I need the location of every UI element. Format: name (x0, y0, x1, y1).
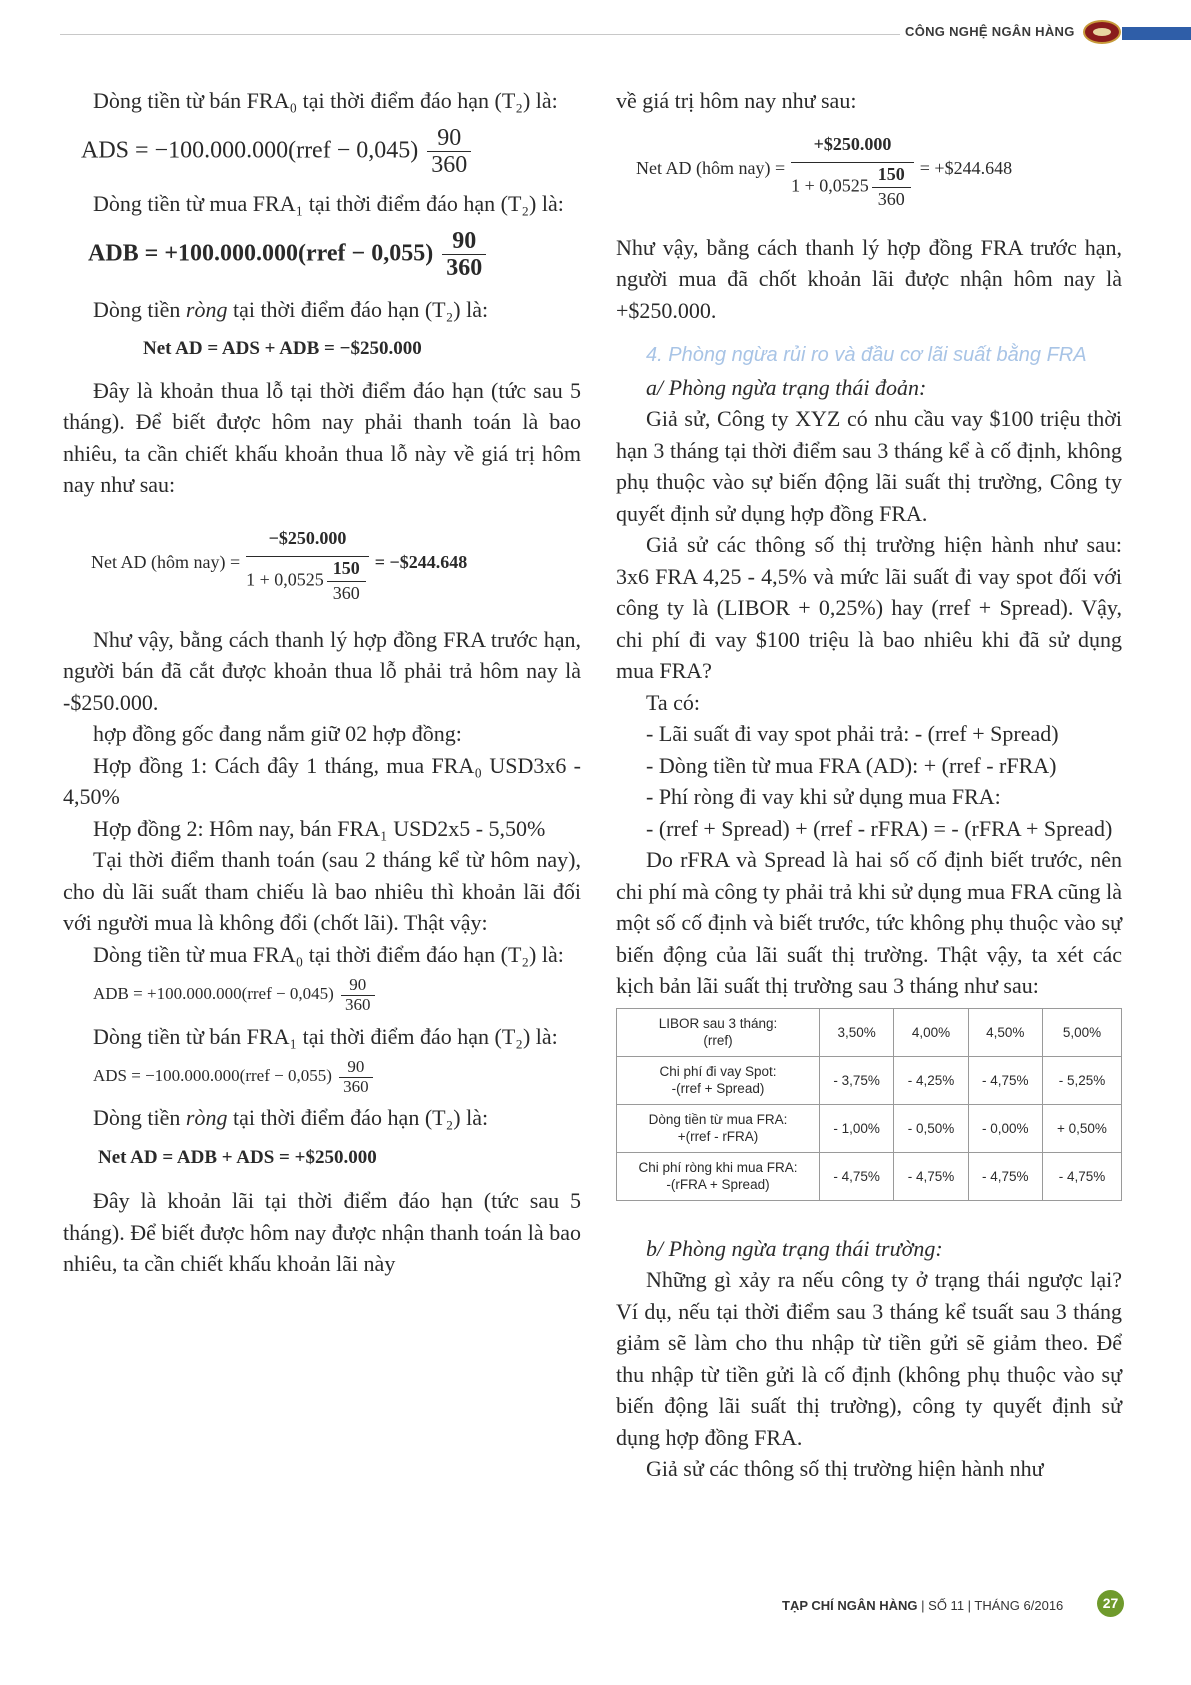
table-cell: 5,00% (1042, 1008, 1121, 1056)
denominator: 360 (345, 994, 371, 1014)
fraction (339, 1058, 373, 1096)
denominator: 360 (343, 1076, 369, 1096)
fraction (341, 976, 375, 1014)
npv-numerator: −$250.000 (246, 523, 369, 558)
npv-fraction (246, 523, 369, 604)
equation-adb-2 (93, 976, 581, 1014)
text: Chi phí ròng khi mua FRA: (638, 1160, 798, 1176)
text: (rref) (703, 1033, 733, 1049)
row-header (617, 1152, 820, 1200)
paragraph: về giá trị hôm nay như sau: (616, 88, 857, 113)
denominator: 360 (332, 582, 360, 603)
paragraph (63, 1102, 581, 1134)
fraction (442, 228, 486, 282)
equation-text: ADB = +100.000.000(rref − 0,055) (88, 240, 434, 267)
footer (782, 1598, 1063, 1613)
table-cell: - 4,75% (968, 1056, 1042, 1104)
left-column (63, 85, 581, 1280)
npv-numerator: +$250.000 (791, 129, 914, 164)
text: Dòng tiền (93, 1105, 186, 1131)
npv-fraction (791, 129, 914, 210)
paragraph: Giả sử, Công ty XYZ có nhu cầu vay $100 triệu thời hạn 3 tháng tại thời điểm sau 3 tháng kể à cố định, không phụ thuộc vào sự biến động lãi suất thị trường, Công ty quyết định sử dụng hợp đồng FRA. (616, 406, 1122, 526)
bullet-item: - Dòng tiền từ mua FRA (AD): + (rref - rFRA) (646, 752, 1057, 778)
text: tại thời điểm đáo hạn (T₂) là: (227, 1105, 489, 1131)
section-header-title: CÔNG NGHỆ NGÂN HÀNG (905, 24, 1075, 39)
paragraph: Đây là khoản thua lỗ tại thời điểm đáo hạn (tức sau 5 tháng). Để biết được hôm nay phải thanh toán là bao nhiêu, ta cần chiết khấu khoản thua lỗ này về giá trị hôm nay như sau: (63, 377, 581, 498)
npv-result: = +$244.648 (919, 158, 1013, 179)
paragraph: Dòng tiền từ mua FRA₀ tại thời điểm đáo hạn (T₂) là: (93, 941, 564, 967)
npv-result: = −$244.648 (374, 552, 468, 573)
text: 1 + 0,0525 (246, 569, 324, 590)
numerator: 90 (427, 125, 471, 152)
table-cell: - 5,25% (1042, 1056, 1121, 1104)
table-row (617, 1152, 1122, 1200)
fraction (872, 165, 911, 210)
page-number: 27 (1097, 1590, 1124, 1617)
fraction (327, 559, 366, 604)
paragraph: Hợp đồng 2: Hôm nay, bán FRA₁ USD2x5 - 5,50% (93, 815, 546, 841)
scenario-table (616, 1008, 1122, 1201)
paragraph: Giả sử các thông số thị trường hiện hành như sau: 3x6 FRA 4,25 - 4,5% và mức lãi suất đi vay spot đối với công ty là (LIBOR + 0,25%) hay (rref + Spread). Vậy, chi phí đi vay $100 triệu là bao nhiêu khi đã sử dụng mua FRA? (616, 532, 1122, 684)
text: -(rref + Spread) (671, 1081, 765, 1097)
bank-seal-logo-icon (1083, 20, 1121, 44)
paragraph: Như vậy, bằng cách thanh lý hợp đồng FRA trước hạn, người bán đã cắt được khoản thua lỗ phải trả hôm nay là -$250.000. (63, 626, 581, 715)
equation-text: ADS = −100.000.000(rref − 0,045) (81, 136, 419, 163)
denominator: 360 (431, 151, 468, 178)
table-cell: - 4,25% (894, 1056, 968, 1104)
bullet-item: - (rref + Spread) + (rref - rFRA) = - (rFRA + Spread) (646, 815, 1113, 841)
equation-net-ad-2: Net AD = ADB + ADS = +$250.000 (98, 1146, 377, 1168)
fraction (427, 125, 471, 179)
paragraph: hợp đồng gốc đang nắm giữ 02 hợp đồng: (93, 721, 462, 747)
text: LIBOR sau 3 tháng: (658, 1016, 778, 1032)
row-header (617, 1008, 820, 1056)
npv-denominator (246, 557, 369, 604)
table-cell: - 0,00% (968, 1104, 1042, 1152)
table-cell: 4,00% (894, 1008, 968, 1056)
text: tại thời điểm đáo hạn (T₂) là: (227, 296, 489, 322)
text: Dòng tiền (93, 296, 186, 322)
right-column (616, 85, 1122, 1485)
italic-text: ròng (185, 296, 228, 322)
paragraph: Dòng tiền từ bán FRA₁ tại thời điểm đáo hạn (T₂) là: (93, 1023, 558, 1049)
paragraph: Giả sử các thông số thị trường hiện hành như (646, 1456, 1044, 1482)
equation-adb-1 (88, 228, 581, 282)
equation-ads-1 (81, 125, 581, 179)
table-cell: - 0,50% (894, 1104, 968, 1152)
npv-equation-1 (91, 523, 581, 604)
paragraph: Hợp đồng 1: Cách đây 1 tháng, mua FRA₀ USD3x6 - 4,50% (63, 752, 581, 810)
paragraph: Dòng tiền từ mua FRA₁ tại thời điểm đáo hạn (T₂) là: (93, 191, 564, 217)
npv-equation-2 (636, 129, 1122, 210)
text: 1 + 0,0525 (791, 175, 869, 196)
npv-label: Net AD (hôm nay) = (91, 552, 241, 573)
bullet-item: - Phí ròng đi vay khi sử dụng mua FRA: (646, 784, 1001, 810)
npv-denominator (791, 163, 914, 210)
table-cell: 3,50% (820, 1008, 894, 1056)
equation-text: ADS = −100.000.000(rref − 0,055) (93, 1066, 332, 1086)
table-row (617, 1104, 1122, 1152)
italic-text: ròng (185, 1105, 228, 1131)
numerator: 150 (327, 559, 366, 582)
paragraph: Những gì xảy ra nếu công ty ở trạng thái ngược lại? Ví dụ, nếu tại thời điểm sau 3 tháng kể tsuất sau 3 tháng giảm sẽ làm cho thu nhập từ tiền gửi sẽ giảm theo. Để thu nhập từ tiền gửi là cố định (không phụ thuộc vào sự biến động lãi suất thị trường), công ty quyết định sử dụng hợp đồng FRA. (616, 1267, 1122, 1450)
row-header (617, 1104, 820, 1152)
table-cell: - 4,75% (1042, 1152, 1121, 1200)
bullet-item: - Lãi suất đi vay spot phải trả: - (rref + Spread) (646, 721, 1059, 747)
text: -(rFRA + Spread) (666, 1177, 770, 1193)
paragraph (63, 294, 581, 326)
subsection-heading: b/ Phòng ngừa trạng thái trường: (646, 1235, 943, 1261)
paragraph: Do rFRA và Spread là hai số cố định biết trước, nên chi phí mà công ty phải trả khi sử dụng mua FRA cũng là một số cố định và biết trước, tức không phụ thuộc vào sự biến động của lãi suất thị trường. Thật vậy, ta xét các kịch bản lãi suất thị trường sau 3 tháng như sau: (616, 847, 1122, 999)
table-row (617, 1056, 1122, 1104)
table-cell: - 3,75% (820, 1056, 894, 1104)
table-cell: 4,50% (968, 1008, 1042, 1056)
npv-label: Net AD (hôm nay) = (636, 158, 786, 179)
table-cell: - 4,75% (968, 1152, 1042, 1200)
denominator: 360 (877, 188, 905, 209)
numerator: 90 (341, 976, 375, 996)
equation-net-ad-1: Net AD = ADS + ADB = −$250.000 (143, 338, 422, 360)
row-header (617, 1056, 820, 1104)
journal-name: TẠP CHÍ NGÂN HÀNG (782, 1598, 918, 1613)
table-row (617, 1008, 1122, 1056)
table-cell: + 0,50% (1042, 1104, 1121, 1152)
issue-info: | SỐ 11 | THÁNG 6/2016 (921, 1598, 1064, 1613)
subsection-heading: a/ Phòng ngừa trạng thái đoản: (646, 374, 927, 400)
paragraph: Ta có: (646, 689, 701, 715)
paragraph: Như vậy, bằng cách thanh lý hợp đồng FRA trước hạn, người mua đã chốt khoản lãi được nhận hôm nay là +$250.000. (616, 234, 1122, 323)
paragraph: Tại thời điểm thanh toán (sau 2 tháng kể từ hôm nay), cho dù lãi suất tham chiếu là bao nhiêu thì khoản lãi đối với người mua là không đổi (chốt lãi). Thật vậy: (63, 847, 581, 936)
denominator: 360 (446, 255, 483, 282)
paragraph: Đây là khoản lãi tại thời điểm đáo hạn (tức sau 5 tháng). Để biết được hôm nay được nhận thanh toán là bao nhiêu, ta cần chiết khấu khoản lãi này (63, 1188, 581, 1277)
text: +(rref - rFRA) (677, 1129, 759, 1145)
paragraph: Dòng tiền từ bán FRA₀ tại thời điểm đáo hạn (T₂) là: (93, 88, 558, 113)
numerator: 90 (339, 1058, 373, 1078)
header-accent-bar (1122, 27, 1191, 40)
equation-ads-2 (93, 1058, 581, 1096)
numerator: 150 (872, 165, 911, 188)
header-rule (60, 34, 900, 35)
table-cell: - 1,00% (820, 1104, 894, 1152)
text: Dòng tiền từ mua FRA: (648, 1112, 788, 1128)
equation-text: ADB = +100.000.000(rref − 0,045) (93, 984, 334, 1004)
section-heading: 4. Phòng ngừa rủi ro và đầu cơ lãi suất bằng FRA (646, 344, 1087, 367)
text: Chi phí đi vay Spot: (659, 1064, 777, 1080)
table-cell: - 4,75% (894, 1152, 968, 1200)
table-cell: - 4,75% (820, 1152, 894, 1200)
numerator: 90 (442, 228, 486, 255)
